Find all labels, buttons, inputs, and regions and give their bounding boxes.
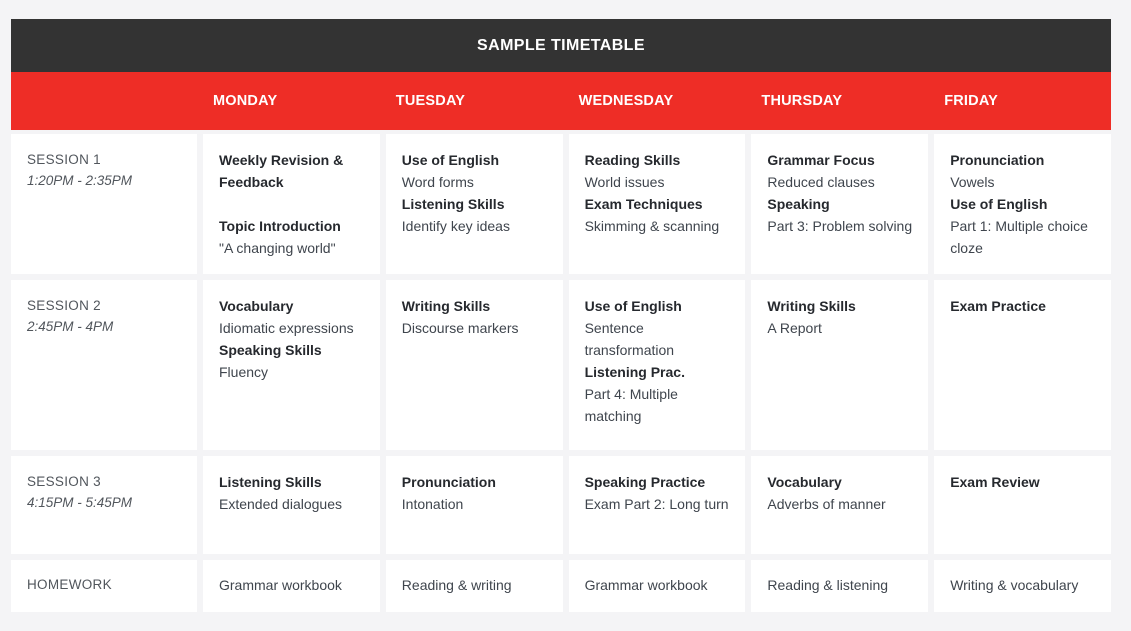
activity-title: Use of English [401, 152, 500, 168]
timetable-cell [934, 134, 1111, 274]
activity-title: Writing Skills [767, 298, 856, 314]
timetable-cell [751, 560, 928, 612]
activity-title: Speaking Practice [584, 474, 706, 490]
activity-title: Reading Skills [584, 152, 681, 168]
activity-detail: Adverbs of manner [767, 496, 886, 512]
activity-detail [219, 193, 364, 215]
activity-title: Vocabulary [767, 474, 842, 490]
timetable-cell [203, 134, 380, 274]
row-label: HOMEWORK [27, 577, 112, 592]
activity-detail: "A changing world" [219, 240, 336, 256]
activity-detail: Exam Part 2: Long turn [584, 496, 729, 512]
activity-detail: Vowels [950, 174, 995, 190]
activity-detail: Reading & listening [767, 577, 889, 593]
activity-title: Grammar Focus [767, 152, 875, 168]
session-time: 2:45PM - 4PM [27, 319, 114, 334]
timetable [11, 19, 1111, 612]
activity-detail: Idiomatic expressions [219, 320, 354, 336]
activity-detail: Sentence transformation [584, 320, 675, 358]
activity-title: Speaking Skills [219, 342, 322, 358]
activity-title: Pronunciation [950, 152, 1045, 168]
activity-title: Use of English [584, 298, 682, 314]
timetable-cell [934, 560, 1111, 612]
activity-detail: World issues [584, 174, 665, 190]
activity-title: Topic Introduction [219, 218, 341, 234]
timetable-cell [934, 456, 1111, 554]
activity-title: Listening Skills [401, 196, 505, 212]
session-time: 4:15PM - 5:45PM [27, 495, 133, 510]
timetable-cell [386, 456, 563, 554]
activity-title: Listening Prac. [584, 364, 685, 380]
activity-detail: Part 4: Multiple matching [584, 386, 678, 424]
timetable-cell [569, 560, 746, 612]
row-label-cell [11, 280, 197, 450]
activity-title: Listening Skills [219, 474, 322, 490]
row-label: SESSION 3 [27, 474, 101, 489]
day-header-wednesday: WEDNESDAY [578, 93, 674, 109]
row-label-cell [11, 560, 197, 612]
activity-detail: Part 3: Problem solving [767, 218, 913, 234]
activity-title: Pronunciation [401, 474, 496, 490]
activity-title: Weekly Revision & Feedback [219, 152, 344, 190]
activity-title: Exam Techniques [584, 196, 703, 212]
activity-detail: Part 1: Multiple choice cloze [950, 218, 1088, 256]
timetable-cell [569, 456, 746, 554]
activity-detail: Grammar workbook [584, 577, 708, 593]
timetable-cell [569, 134, 746, 274]
day-header-monday: MONDAY [213, 93, 278, 109]
activity-title: Exam Practice [950, 298, 1046, 314]
timetable-cell [386, 280, 563, 450]
timetable-title: SAMPLE TIMETABLE [477, 36, 645, 54]
activity-title: Vocabulary [219, 298, 294, 314]
timetable-cell [751, 456, 928, 554]
day-header-friday: FRIDAY [944, 93, 999, 109]
timetable-cell [203, 560, 380, 612]
day-header-tuesday: TUESDAY [395, 93, 466, 109]
day-header-row [11, 72, 1111, 130]
timetable-cell [203, 280, 380, 450]
activity-detail: Writing & vocabulary [950, 577, 1079, 593]
row-label: SESSION 1 [27, 152, 101, 167]
activity-detail: Identify key ideas [401, 218, 510, 234]
activity-title: Exam Review [950, 474, 1040, 490]
row-label-cell [11, 134, 197, 274]
timetable-body [11, 130, 1111, 612]
activity-detail: Word forms [401, 174, 474, 190]
timetable-cell [569, 280, 746, 450]
timetable-cell [386, 560, 563, 612]
session-time: 1:20PM - 2:35PM [27, 173, 133, 188]
activity-detail: Fluency [219, 364, 269, 380]
timetable-cell [203, 456, 380, 554]
row-label-cell [11, 456, 197, 554]
activity-detail: Discourse markers [401, 320, 519, 336]
row-label: SESSION 2 [27, 298, 101, 313]
timetable-title-bar [11, 19, 1111, 72]
activity-detail: Grammar workbook [219, 577, 342, 593]
activity-detail: A Report [767, 320, 822, 336]
timetable-cell [934, 280, 1111, 450]
activity-title: Use of English [950, 196, 1048, 212]
activity-detail: Reading & writing [401, 577, 512, 593]
activity-title: Writing Skills [401, 298, 491, 314]
activity-detail: Intonation [401, 496, 464, 512]
day-header-thursday: THURSDAY [761, 93, 843, 109]
activity-title: Speaking [767, 196, 830, 212]
activity-detail: Skimming & scanning [584, 218, 720, 234]
timetable-cell [386, 134, 563, 274]
activity-detail: Reduced clauses [767, 174, 875, 190]
timetable-cell [751, 134, 928, 274]
activity-detail: Extended dialogues [219, 496, 342, 512]
timetable-cell [751, 280, 928, 450]
